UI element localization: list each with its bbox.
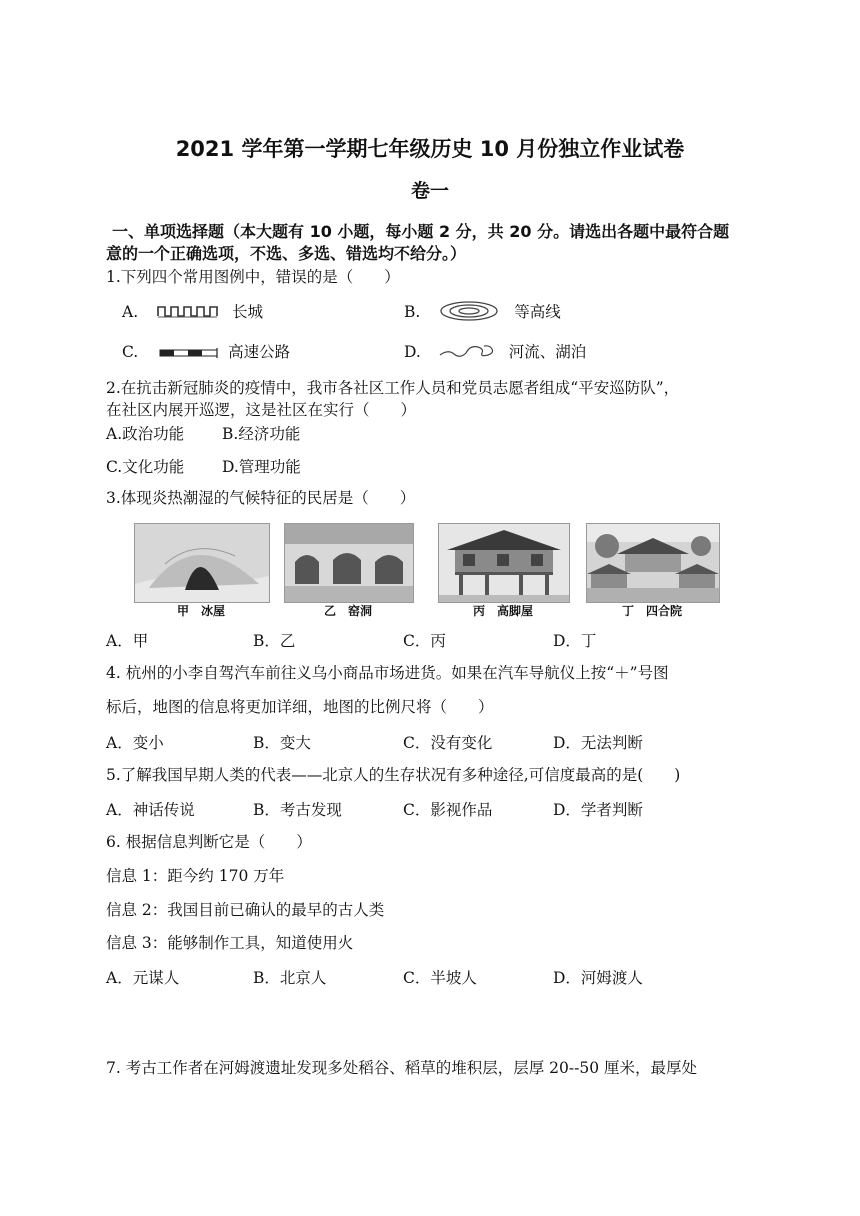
q1-option-a[interactable] <box>122 300 263 323</box>
section-heading-line2: 意的一个正确选项，不选、多选、错选均不给分。） <box>106 244 467 263</box>
great-wall-icon <box>157 303 219 323</box>
q1-stem: 1.下列四个常用图例中，错误的是（ ） <box>106 268 400 286</box>
exam-title: 2021 学年第一学期七年级历史 10 月份独立作业试卷 <box>175 137 685 161</box>
q3-option-b[interactable]: B．乙 <box>253 632 296 650</box>
q2-option-d[interactable]: D.管理功能 <box>222 458 301 476</box>
option-label: 长城 <box>232 303 264 321</box>
option-letter: C. <box>122 343 139 361</box>
cave-dwelling-caption: 乙 窑洞 <box>323 604 372 618</box>
river-icon <box>438 341 498 365</box>
q3-option-a[interactable]: A．甲 <box>106 632 149 650</box>
q4-option-b[interactable]: B．变大 <box>253 734 311 752</box>
railway-icon <box>159 344 219 362</box>
q5-option-b[interactable]: B．考古发现 <box>253 801 342 819</box>
q3-option-c[interactable]: C．丙 <box>403 632 446 650</box>
q6-option-d[interactable]: D．河姆渡人 <box>553 969 643 987</box>
stilt-house-photo <box>438 523 570 603</box>
q2-stem-line2: 在社区内展开巡逻，这是社区在实行（ ） <box>106 401 417 419</box>
siheyuan-caption: 丁 四合院 <box>621 604 682 618</box>
q1-option-c[interactable] <box>122 340 290 362</box>
q5-option-c[interactable]: C．影视作品 <box>403 801 493 819</box>
q5-stem: 5.了解我国早期人类的代表——北京人的生存状况有多种途径,可信度最高的是( ) <box>106 766 681 784</box>
q6-info-2: 信息 2：我国目前已确认的最早的古人类 <box>106 901 385 919</box>
q6-option-a[interactable]: A．元谋人 <box>106 969 180 987</box>
q2-stem-line1: 2.在抗击新冠肺炎的疫情中，我市各社区工作人员和党员志愿者组成“平安巡防队”， <box>106 379 680 397</box>
q6-info-3: 信息 3：能够制作工具，知道使用火 <box>106 934 354 952</box>
option-letter: A. <box>122 303 139 321</box>
q5-option-a[interactable]: A．神话传说 <box>106 801 195 819</box>
q3-stem: 3.体现炎热潮湿的气候特征的民居是（ ） <box>106 489 416 507</box>
q6-option-b[interactable]: B．北京人 <box>253 969 327 987</box>
igloo-photo <box>134 523 270 603</box>
option-label: 高速公路 <box>228 343 291 361</box>
q1-option-d[interactable] <box>404 340 586 365</box>
q7-stem: 7. 考古工作者在河姆渡遗址发现多处稻谷、稻草的堆积层，层厚 20--50 厘米，最厚处 <box>106 1059 697 1077</box>
q3-option-d[interactable]: D．丁 <box>553 632 597 650</box>
q6-info-1: 信息 1：距今约 170 万年 <box>106 867 285 885</box>
exam-subtitle: 卷一 <box>410 180 449 202</box>
section-heading-line1: 一、单项选择题（本大题有 10 小题，每小题 2 分，共 20 分。请选出各题中最符合题 <box>112 222 730 241</box>
q2-option-c[interactable]: C.文化功能 <box>106 458 185 476</box>
q4-option-a[interactable]: A．变小 <box>106 734 164 752</box>
stilt-house-caption: 丙 高脚屋 <box>472 604 533 618</box>
q4-option-c[interactable]: C．没有变化 <box>403 734 493 752</box>
q2-option-a[interactable]: A.政治功能 <box>106 425 185 443</box>
igloo-caption: 甲 冰屋 <box>176 604 225 618</box>
q6-option-c[interactable]: C．半坡人 <box>403 969 477 987</box>
option-label: 等高线 <box>514 303 561 321</box>
q4-option-d[interactable]: D．无法判断 <box>553 734 643 752</box>
q4-stem-line2: 标后，地图的信息将更加详细，地图的比例尺将（ ） <box>106 698 494 716</box>
q2-option-b[interactable]: B.经济功能 <box>222 425 301 443</box>
q6-stem: 6. 根据信息判断它是（ ） <box>106 833 312 851</box>
q4-stem-line1: 4. 杭州的小李自驾汽车前往义乌小商品市场进货。如果在汽车导航仪上按“＋”号图 <box>106 664 669 682</box>
option-letter: D. <box>404 343 421 361</box>
cave-dwelling-photo <box>284 523 414 603</box>
option-label: 河流、湖泊 <box>508 343 587 361</box>
q5-option-d[interactable]: D．学者判断 <box>553 801 643 819</box>
siheyuan-photo <box>586 523 720 603</box>
option-letter: B. <box>404 303 421 321</box>
contour-icon <box>439 300 499 326</box>
q1-option-b[interactable] <box>404 300 561 326</box>
